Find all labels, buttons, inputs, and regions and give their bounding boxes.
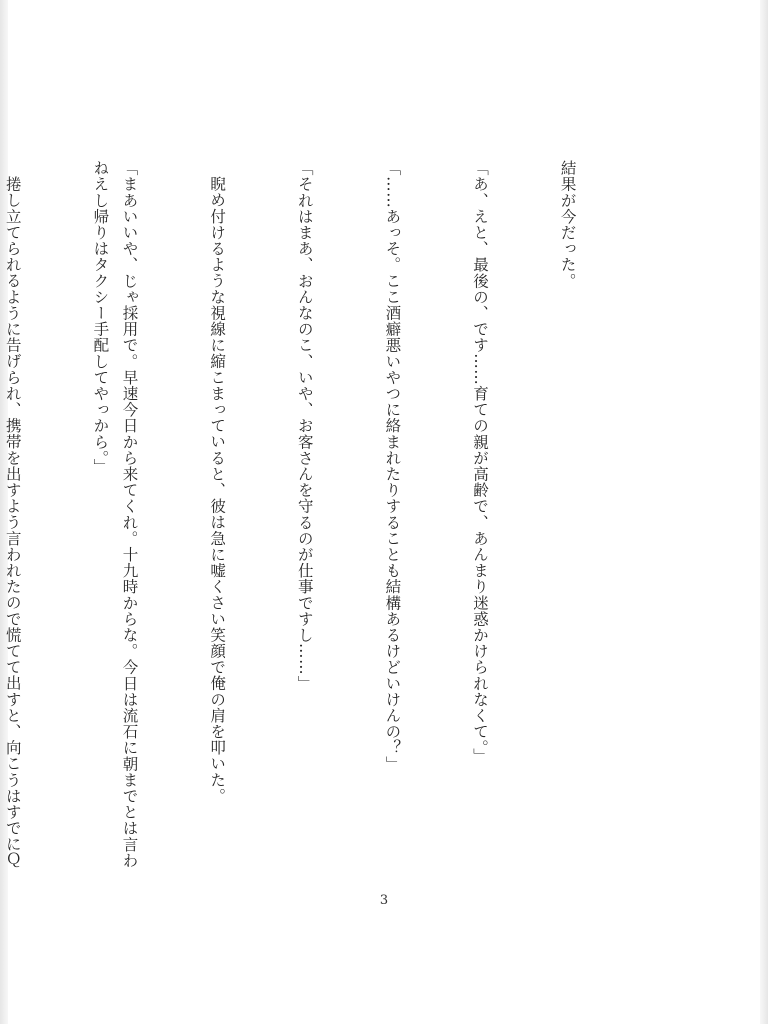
paragraph: 睨め付けるような視線に縮こまっていると、彼は急に嘘くさい笑顔で俺の肩を叩いた。 <box>208 175 227 804</box>
paragraph: 「まあいいや、じゃ採用で。早速今日から来てくれ。十九時からな。今日は流石に朝までとは言わねえし帰りはタクシー手配してやっから。」 <box>91 160 139 869</box>
page-number: 3 <box>379 893 389 908</box>
book-page[interactable] <box>3 0 760 1024</box>
vertical-text-block <box>0 160 640 880</box>
paragraph: 「それはまあ、おんなのこ、いや、お客さんを守るのが仕事ですし……」 <box>295 160 314 692</box>
paragraph: 「あ、えと、最後の、です……育ての親が高齢で、あんまり迷惑かけられなくて。」 <box>470 160 489 765</box>
paragraph: 結果が今だった。 <box>558 160 577 289</box>
paragraph: 捲し立てられるように告げられ、携帯を出すよう言われたので慌てて出すと、向こうはすでにＱ <box>3 175 22 868</box>
page-edge-right <box>760 0 768 1024</box>
paragraph: 「……あっそ。ここ酒癖悪いやつに絡まれたりすることも結構あるけどいけんの？」 <box>383 160 402 772</box>
